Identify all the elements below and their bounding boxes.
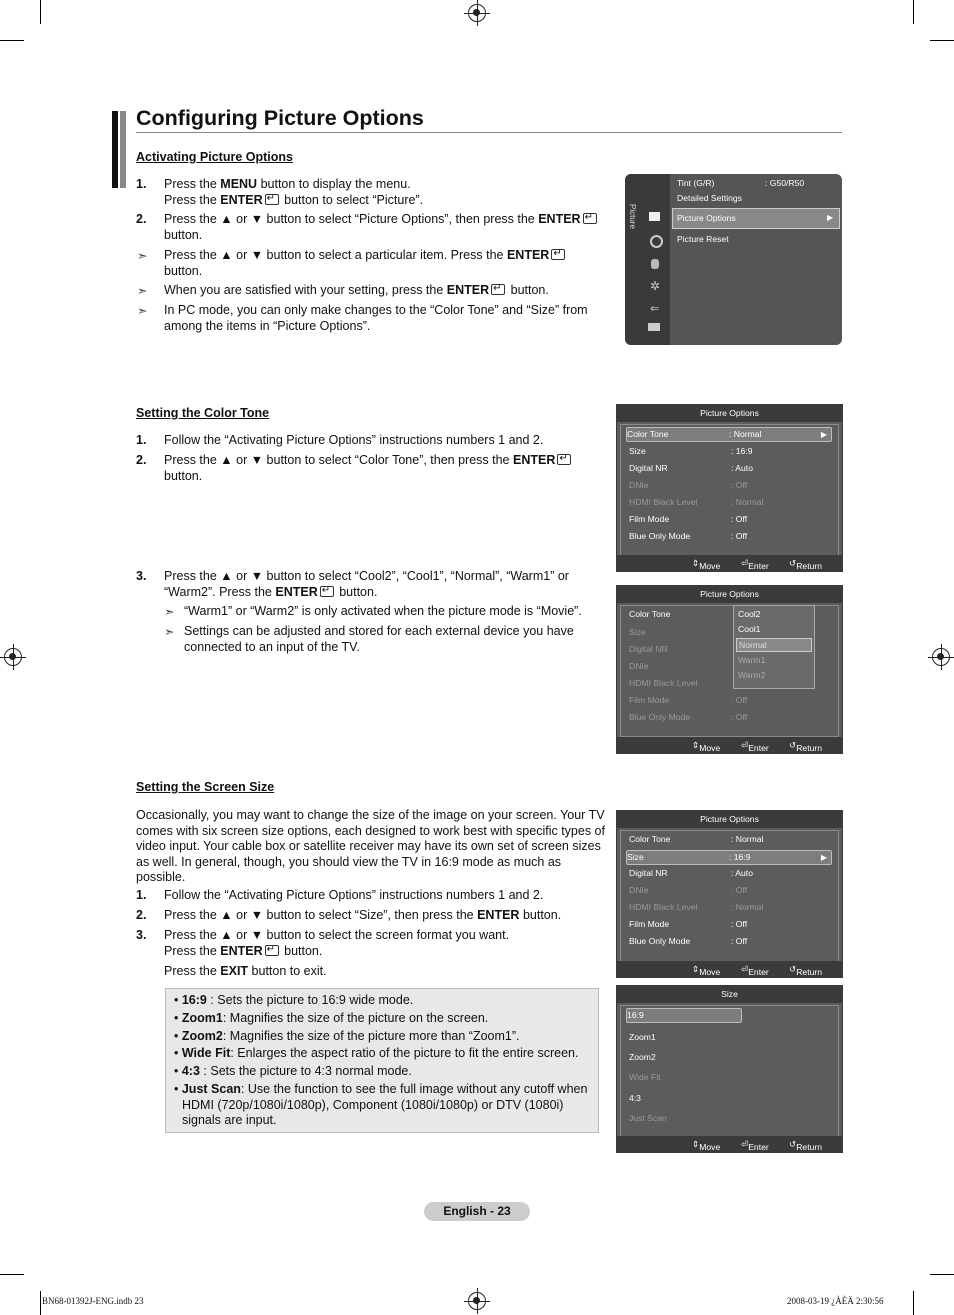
list-item: • 16:9 : Sets the picture to 16:9 wide mode.	[174, 993, 414, 1007]
section-heading-screen-size: Setting the Screen Size	[136, 780, 275, 794]
crop-mark	[0, 40, 24, 41]
enter-icon	[491, 284, 505, 295]
note-arrow-icon: ➣	[137, 249, 148, 263]
osd-title: Picture Options	[617, 405, 842, 422]
osd-picture-menu	[625, 174, 842, 345]
dropdown-option: Warm2	[738, 670, 766, 680]
step-number: 2.	[136, 453, 147, 467]
size-option[interactable]: Zoom1	[629, 1032, 656, 1042]
osd-row: Blue Only Mode : Off	[629, 712, 748, 722]
step-number: 1.	[136, 177, 147, 191]
step-number: 1.	[136, 888, 147, 902]
osd-title: Picture Options	[617, 586, 842, 603]
dropdown-option[interactable]: Cool2	[738, 609, 761, 619]
registration-mark-icon	[4, 648, 22, 666]
note-text: “Warm1” or “Warm2” is only activated when the picture mode is “Movie”.	[184, 604, 582, 618]
osd-row[interactable]: Size : 16:9	[629, 446, 753, 456]
move-hint: ⇕ Move	[692, 1139, 721, 1152]
osd-row-label: Detailed Settings	[677, 193, 742, 203]
osd-row[interactable]: Blue Only Mode : Off	[629, 531, 748, 541]
size-option[interactable]: 4:3	[629, 1093, 641, 1103]
registration-mark-icon	[468, 1292, 486, 1310]
page-title: Configuring Picture Options	[136, 106, 424, 130]
osd-row-size[interactable]: Size : 16:9 ▶	[626, 850, 832, 865]
size-options-box	[165, 988, 599, 1133]
enter-hint: ⏎ Enter	[741, 558, 769, 571]
page-number-pill: English - 23	[424, 1202, 530, 1221]
step-number: 3.	[136, 569, 147, 583]
osd-title: Picture Options	[617, 811, 842, 828]
size-option-selected[interactable]: 16:9	[626, 1008, 742, 1023]
step-text: Follow the “Activating Picture Options” instructions numbers 1 and 2.	[164, 433, 544, 447]
step-number: 1.	[136, 433, 147, 447]
crop-mark	[930, 1274, 954, 1275]
osd-row: HDMI Black Level : Normal	[629, 902, 764, 912]
enter-icon	[557, 454, 571, 465]
note-text: Press the ▲ or ▼ button to select a particular item. Press the ENTER↵ button.	[164, 248, 614, 279]
right-arrow-icon: ▶	[827, 213, 834, 222]
file-info: BN68-01392J-ENG.indb 23	[42, 1296, 144, 1306]
step-text: Follow the “Activating Picture Options” instructions numbers 1 and 2.	[164, 888, 544, 902]
print-timestamp: 2008-03-19 ¿ÀÈÄ 2:30:56	[787, 1296, 884, 1306]
osd-list	[620, 1005, 839, 1137]
picture-icon	[649, 212, 660, 221]
step-text: Press the ▲ or ▼ button to select the screen format you want. Press the ENTER↵ button.	[164, 928, 614, 959]
return-hint: ↺ Return	[789, 964, 822, 977]
dropdown-option[interactable]: Cool1	[738, 624, 761, 634]
color-tone-dropdown[interactable]	[733, 605, 815, 689]
crop-mark	[913, 0, 914, 24]
osd-row[interactable]: Film Mode : Off	[629, 919, 748, 929]
step-text: Press the ▲ or ▼ button to select “Color Tone”, then press the ENTER↵ button.	[164, 453, 614, 484]
list-item: • Zoom1: Magnifies the size of the picture on the screen.	[174, 1011, 489, 1025]
crop-mark	[40, 0, 41, 24]
osd-row[interactable]: Blue Only Mode : Off	[629, 936, 748, 946]
step-text: Press the MENU button to display the menu. Press the ENTER↵ button to select “Picture”.	[164, 177, 614, 208]
osd-row: DNIe : Off	[629, 480, 748, 490]
step-text: Press the ▲ or ▼ button to select “Size”, then press the ENTER button.	[164, 908, 562, 922]
right-arrow-icon: ▶	[820, 430, 827, 439]
size-option: Wide Fit	[629, 1072, 661, 1082]
osd-row-color-tone[interactable]: Color Tone	[629, 609, 671, 619]
application-icon	[648, 323, 660, 331]
osd-row-label: Picture Reset	[677, 234, 729, 244]
osd-row[interactable]: Color Tone : Normal	[629, 834, 764, 844]
osd-list	[620, 830, 839, 962]
note-arrow-icon: ➣	[137, 304, 148, 318]
crop-mark	[913, 1291, 914, 1315]
osd-list	[620, 424, 839, 556]
enter-icon	[265, 945, 279, 956]
registration-mark-icon	[468, 4, 486, 22]
osd-title: Size	[617, 986, 842, 1003]
channel-icon	[651, 259, 659, 269]
list-item: • Zoom2: Magnifies the size of the picture more than “Zoom1”.	[174, 1029, 520, 1043]
setup-gear-icon: ✲	[650, 279, 661, 293]
osd-row: Digital NR	[629, 644, 668, 654]
return-hint: ↺ Return	[789, 1139, 822, 1152]
osd-row: HDMI Black Level : Normal	[629, 497, 764, 507]
move-hint: ⇕ Move	[692, 558, 721, 571]
osd-row-color-tone[interactable]: Color Tone : Normal ▶	[626, 427, 832, 442]
dropdown-option-selected[interactable]: Normal	[736, 638, 812, 652]
osd-row-label: Picture Options	[677, 213, 736, 223]
move-hint: ⇕ Move	[692, 740, 721, 753]
note-text: Settings can be adjusted and stored for each external device you have connected to an input of the TV.	[184, 624, 574, 654]
osd-row[interactable]: Digital NR : Auto	[629, 463, 753, 473]
note-text: In PC mode, you can only make changes to the “Color Tone” and “Size” from among the items in “Picture Options”.	[164, 303, 588, 333]
enter-icon	[583, 213, 597, 224]
osd-row-label: Tint (G/R)	[677, 178, 715, 188]
sound-icon	[650, 235, 663, 248]
note-text: When you are satisfied with your setting, press the ENTER↵ button.	[164, 283, 614, 299]
section-heading-activating: Activating Picture Options	[136, 150, 293, 164]
osd-row[interactable]: Digital NR : Auto	[629, 868, 753, 878]
crop-mark	[40, 1291, 41, 1315]
osd-row: DNIe	[629, 661, 649, 671]
section-heading-color-tone: Setting the Color Tone	[136, 406, 270, 420]
crop-mark	[930, 40, 954, 41]
osd-row: Size	[629, 627, 646, 637]
note-arrow-icon: ➣	[164, 605, 175, 619]
enter-hint: ⏎ Enter	[741, 740, 769, 753]
intro-paragraph: Occasionally, you may want to change the size of the image on your screen. Your TV comes with six screen size options, each designed to work best with specific types of video input. Your cable box or satellite receiver may have its own set of screen sizes as well. In general, though, you should view the TV in 16:9 mode as much as possible.	[136, 808, 605, 884]
crop-mark	[0, 1274, 24, 1275]
step-number: 2.	[136, 212, 147, 226]
enter-icon	[265, 194, 279, 205]
return-hint: ↺ Return	[789, 558, 822, 571]
enter-hint: ⏎ Enter	[741, 1139, 769, 1152]
note-arrow-icon: ➣	[137, 284, 148, 298]
enter-icon	[320, 586, 334, 597]
step-text: Press the EXIT button to exit.	[164, 964, 327, 978]
note-arrow-icon: ➣	[164, 625, 175, 639]
list-item: • Just Scan: Use the function to see the full image without any cutoff when HDMI (720p/1080i/1080p), Component (1080i/1080p) or DTV (1080i) signals are input.	[174, 1082, 588, 1127]
size-option: Just Scan	[629, 1113, 667, 1123]
osd-row: Film Mode : Off	[629, 695, 748, 705]
step-text: Press the ▲ or ▼ button to select “Picture Options”, then press the ENTER↵ button.	[164, 212, 614, 243]
osd-picture-options-1	[616, 404, 843, 572]
step-number: 2.	[136, 908, 147, 922]
osd-row: DNIe : Off	[629, 885, 748, 895]
dropdown-option: Warm1	[738, 655, 766, 665]
osd-picture-options-2	[616, 585, 843, 754]
enter-icon	[551, 249, 565, 260]
move-hint: ⇕ Move	[692, 964, 721, 977]
list-item: • 4:3 : Sets the picture to 4:3 normal mode.	[174, 1064, 412, 1078]
right-arrow-icon: ▶	[820, 853, 827, 862]
osd-picture-options-3	[616, 810, 843, 978]
step-text: Press the ▲ or ▼ button to select “Cool2”, “Cool1”, “Normal”, “Warm1” or “Warm2”. Press the ENTER↵ button.	[164, 569, 614, 600]
osd-footer	[617, 555, 842, 571]
step-number: 3.	[136, 928, 147, 942]
osd-row[interactable]: Film Mode : Off	[629, 514, 748, 524]
osd-size-menu	[616, 985, 843, 1153]
osd-footer	[617, 961, 842, 977]
osd-footer	[617, 737, 842, 753]
input-icon: ⇐	[650, 303, 660, 315]
registration-mark-icon	[932, 648, 950, 666]
size-option[interactable]: Zoom2	[629, 1052, 656, 1062]
return-hint: ↺ Return	[789, 740, 822, 753]
osd-row: HDMI Black Level	[629, 678, 698, 688]
title-rule	[136, 132, 842, 133]
list-item: • Wide Fit: Enlarges the aspect ratio of the picture to fit the entire screen.	[174, 1046, 579, 1060]
osd-footer	[617, 1136, 842, 1152]
osd-side-bar	[625, 174, 670, 345]
osd-side-label: Picture	[628, 204, 637, 229]
enter-hint: ⏎ Enter	[741, 964, 769, 977]
osd-row-value: : G50/R50	[765, 178, 805, 188]
